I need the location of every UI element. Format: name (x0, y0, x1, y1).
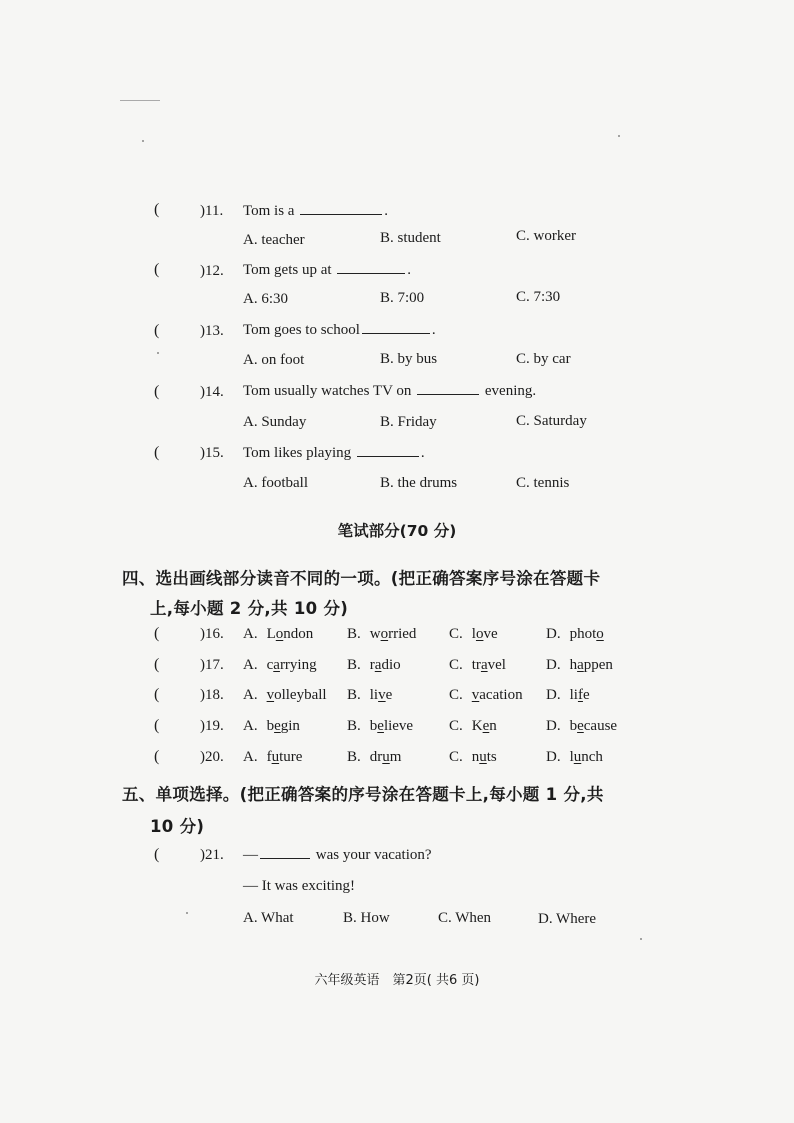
option-b[interactable]: B. student (380, 230, 441, 246)
word-part: n (471, 749, 480, 765)
word-part: olleyball (274, 687, 327, 703)
option-b[interactable]: B. by bus (380, 351, 438, 367)
underlined-letters: f (577, 687, 583, 703)
underlined-letters: a (273, 657, 280, 673)
option-letter: C. (449, 687, 463, 703)
option-d[interactable] (546, 626, 604, 643)
option-b[interactable]: B. the drums (380, 475, 458, 491)
word-part: ndon (283, 626, 314, 642)
answer-paren[interactable]: ( (154, 717, 160, 734)
option-letter: C. (449, 657, 463, 673)
word-part: gin (280, 718, 300, 734)
question-number: )20. (200, 749, 224, 765)
word-part: n (489, 718, 497, 734)
option-a[interactable]: A. football (243, 475, 308, 491)
underlined-letters: u (479, 749, 487, 765)
word-part: c (266, 657, 274, 673)
option-d[interactable]: D. Where (538, 911, 597, 927)
question-number: )12. (200, 263, 224, 279)
section-4-heading: 四、选出画线部分读音不同的一项。(把正确答案序号涂在答题卡 (122, 569, 601, 588)
option-a[interactable] (243, 749, 302, 766)
underlined-letters: e (482, 718, 490, 734)
word-part: b (266, 718, 275, 734)
option-b[interactable]: B. How (343, 910, 390, 926)
underlined-letters: a (374, 657, 382, 673)
word-part: w (369, 626, 381, 642)
option-letter: D. (546, 718, 561, 734)
answer-paren[interactable]: ( (154, 846, 160, 863)
word-part: b (369, 718, 378, 734)
underlined-letters: a (480, 657, 488, 673)
option-b[interactable] (347, 657, 401, 674)
word-part: nch (581, 749, 603, 765)
word-part: ppen (583, 657, 613, 673)
option-letter: D. (546, 626, 561, 642)
option-b[interactable] (347, 687, 392, 704)
option-a[interactable] (243, 687, 327, 704)
word-part: vel (487, 657, 506, 673)
word-part: rrying (279, 657, 317, 673)
option-letter: A. (243, 626, 258, 642)
word-part: m (389, 749, 402, 765)
option-letter: D. (546, 749, 561, 765)
option-letter: C. (449, 626, 463, 642)
underlined-letters: o (380, 626, 389, 642)
question-number: )17. (200, 657, 224, 673)
option-b[interactable] (347, 718, 413, 735)
section-5-heading: 五、单项选择。(把正确答案的序号涂在答题卡上,每小题 1 分,共 (122, 785, 604, 804)
option-a[interactable]: A. Sunday (243, 414, 307, 430)
word-part: l (471, 626, 476, 642)
word-part: li (569, 687, 578, 703)
underlined-letters: e (377, 718, 384, 734)
option-letter: D. (546, 657, 561, 673)
underlined-letters: a (577, 657, 584, 673)
question-stem: Tom usually watches TV on evening. (243, 383, 537, 399)
word-part: dr (369, 749, 383, 765)
word-part: cause (583, 718, 618, 734)
word-part: f (266, 749, 272, 765)
question-stem: — was your vacation? (243, 847, 432, 863)
underlined-letters: o (475, 626, 484, 642)
underlined-letters: u (573, 749, 582, 765)
question-number: )21. (200, 847, 224, 863)
option-a[interactable]: A. 6:30 (243, 291, 288, 307)
word-part: h (569, 657, 578, 673)
option-c[interactable]: C. When (438, 910, 492, 926)
word-part: l (569, 749, 574, 765)
word-part: r (369, 657, 375, 673)
word-part: acation (479, 687, 523, 703)
written-section-title: 笔试部分(70 分) (337, 522, 457, 540)
option-b[interactable]: B. Friday (380, 414, 437, 430)
option-c[interactable] (449, 626, 498, 643)
scan-speck (186, 912, 188, 914)
page-footer: 六年级英语 第2页( 共6 页) (314, 973, 480, 988)
option-c[interactable]: C. worker (516, 228, 576, 244)
option-d[interactable] (546, 718, 617, 735)
word-part: phot (569, 626, 597, 642)
option-c[interactable]: C. tennis (516, 475, 570, 491)
question-stem: Tom likes playing . (243, 445, 425, 461)
scan-mark (120, 100, 160, 101)
word-part: e (582, 687, 590, 703)
underlined-letters: o (275, 626, 284, 642)
word-part: e (385, 687, 393, 703)
option-c[interactable]: C. 7:30 (516, 289, 561, 305)
scan-speck (618, 135, 620, 137)
option-letter: B. (347, 718, 361, 734)
word-part: rried (388, 626, 417, 642)
underlined-letters: u (271, 749, 280, 765)
underlined-letters: v (471, 687, 480, 703)
option-b[interactable]: B. 7:00 (380, 290, 425, 306)
option-a[interactable] (243, 626, 313, 643)
option-d[interactable] (546, 657, 613, 674)
option-b[interactable] (347, 749, 401, 766)
underlined-letters: v (378, 687, 386, 703)
option-d[interactable] (546, 749, 603, 766)
answer-paren[interactable]: ( (154, 383, 160, 400)
answer-paren[interactable]: ( (154, 656, 160, 673)
option-c[interactable] (449, 749, 497, 766)
option-c[interactable] (449, 687, 523, 704)
underlined-letters: u (382, 749, 390, 765)
option-letter: A. (243, 718, 258, 734)
scan-speck (142, 140, 144, 142)
option-letter: B. (347, 626, 361, 642)
question-number: )15. (200, 445, 224, 461)
option-letter: B. (347, 687, 361, 703)
option-letter: A. (243, 687, 258, 703)
underlined-letters: v (266, 687, 275, 703)
option-letter: C. (449, 749, 463, 765)
question-number: )13. (200, 323, 224, 339)
option-a[interactable]: A. teacher (243, 232, 305, 248)
option-c[interactable] (449, 718, 497, 735)
question-stem: Tom gets up at . (243, 262, 412, 278)
question-number: )11. (200, 203, 224, 219)
question-number: )16. (200, 626, 224, 642)
option-letter: B. (347, 657, 361, 673)
word-part: dio (381, 657, 401, 673)
answer-paren[interactable]: ( (154, 261, 160, 278)
option-c[interactable] (449, 657, 506, 674)
answer-paren[interactable]: ( (154, 748, 160, 765)
word-part: b (569, 718, 578, 734)
option-d[interactable] (546, 687, 590, 704)
option-a[interactable] (243, 718, 300, 735)
option-letter: D. (546, 687, 561, 703)
option-c[interactable]: C. Saturday (516, 413, 587, 429)
word-part: tr (471, 657, 481, 673)
option-b[interactable] (347, 626, 416, 643)
option-a[interactable]: A. on foot (243, 352, 305, 368)
answer-paren[interactable]: ( (154, 322, 160, 339)
word-part: L (266, 626, 276, 642)
option-letter: A. (243, 657, 258, 673)
option-a[interactable] (243, 657, 317, 674)
underlined-letters: o (596, 626, 604, 642)
word-part: lieve (383, 718, 414, 734)
scan-speck (640, 938, 642, 940)
word-part: ts (486, 749, 497, 765)
underlined-letters: e (274, 718, 281, 734)
answer-paren[interactable]: ( (154, 201, 160, 218)
option-letter: C. (449, 718, 463, 734)
option-letter: B. (347, 749, 361, 765)
word-part: K (471, 718, 483, 734)
word-part: ture (279, 749, 303, 765)
option-letter: A. (243, 749, 258, 765)
answer-paren[interactable]: ( (154, 444, 160, 461)
section-4-heading-cont: 上,每小题 2 分,共 10 分) (150, 599, 349, 618)
word-part: li (369, 687, 379, 703)
word-part: ve (483, 626, 498, 642)
option-c[interactable]: C. by car (516, 351, 571, 367)
question-number: )19. (200, 718, 224, 734)
question-stem: Tom goes to school . (243, 322, 436, 338)
dialogue-response: — It was exciting! (243, 878, 356, 894)
answer-paren[interactable]: ( (154, 625, 160, 642)
underlined-letters: e (577, 718, 584, 734)
question-number: )14. (200, 384, 224, 400)
question-stem: Tom is a . (243, 203, 388, 219)
answer-paren[interactable]: ( (154, 686, 160, 703)
option-a[interactable]: A. What (243, 910, 294, 926)
scan-speck (157, 352, 159, 354)
section-5-heading-cont: 10 分) (150, 817, 205, 836)
question-number: )18. (200, 687, 224, 703)
